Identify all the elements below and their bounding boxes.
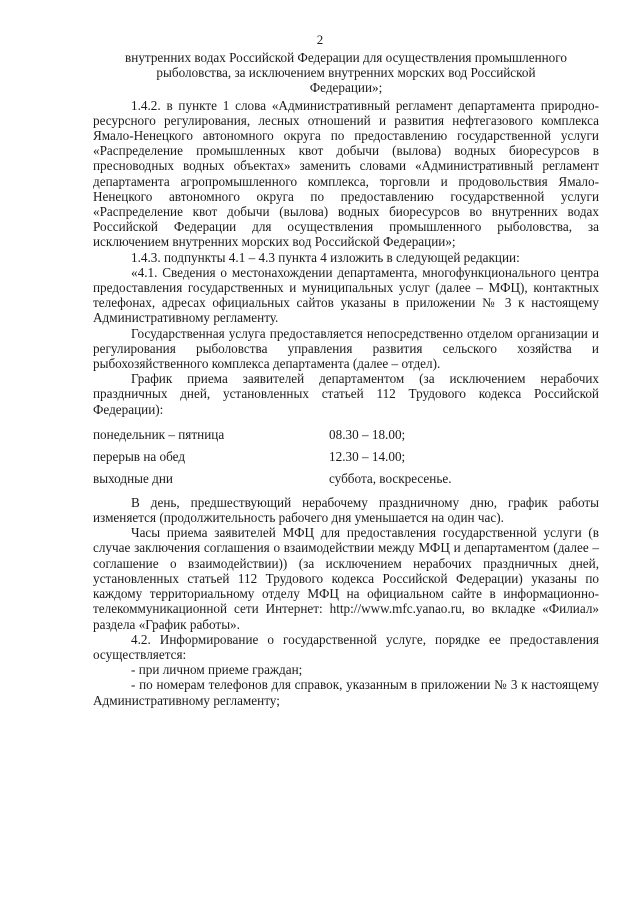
continuation-line-1: внутренних водах Российской Федерации для осуществления промышленного bbox=[125, 50, 567, 65]
list-item-phone: - по номерам телефонов для справок, указанным в приложении № 3 к настоящему Административному регламенту; bbox=[93, 677, 599, 708]
schedule-label: выходные дни bbox=[93, 470, 173, 486]
schedule-label: понедельник – пятница bbox=[93, 426, 225, 442]
paragraph-1-4-2: 1.4.2. в пункте 1 слова «Административный регламент департамента природно-ресурсного регулирования, лесных отношений и развития нефтегазового комплекса Ямало-Ненецкого автономного округа по предоставлению государственной услуги «Распределение промышленных квот добычи (вылова) водных биоресурсов в пресноводных водных объектах» заменить словами «Административный регламент департамента агропромышленного комплекса, торговли и продовольствия Ямало-Ненецкого автономного округа по предоставлению государственной услуги «Распределение квот добычи (вылова) водных биоресурсов во внутренних водах Российской Федерации для осуществления промышленного рыболовства, за исключением внутренних морских вод Российской Федерации»; bbox=[93, 97, 599, 250]
schedule-value: суббота, воскресенье. bbox=[329, 470, 452, 486]
paragraph-service-provider: Государственная услуга предоставляется непосредственно отделом организации и регулирования рыболовства управления развития сельского хозяйства и рыбохозяйственного комплекса департамента (далее – отдел). bbox=[93, 325, 599, 372]
list-item-personal: - при личном приеме граждан; bbox=[131, 662, 303, 678]
page-number: 2 bbox=[316, 32, 324, 47]
paragraph-mfc-hours: Часы приема заявителей МФЦ для предоставления государственной услуги (в случае заключения соглашения о взаимодействии между МФЦ и департаментом (далее – соглашение о взаимодействии)) (за исключением нерабочих праздничных дней, установленных статьей 112 Трудового кодекса Российской Федерации) указаны по каждому территориальному отделу МФЦ на официальном сайте в информационно-телекоммуникационной сети Интернет: http://www.mfc.yanao.ru, во вкладке «Филиал» раздела «График работы». bbox=[93, 525, 599, 632]
schedule-value: 08.30 – 18.00; bbox=[329, 426, 406, 442]
schedule-value: 12.30 – 14.00; bbox=[329, 448, 406, 464]
schedule-row bbox=[93, 445, 599, 467]
paragraph-schedule-intro: График приема заявителей департаментом (за исключением нерабочих праздничных дней, установленных статьей 112 Трудового кодекса Российской Федерации): bbox=[93, 371, 599, 417]
paragraph-1-4-3: 1.4.3. подпункты 4.1 – 4.3 пункта 4 изложить в следующей редакции: bbox=[131, 249, 520, 265]
schedule-label: перерыв на обед bbox=[93, 448, 186, 464]
schedule-table bbox=[93, 423, 599, 489]
continuation-line-3: Федерации»; bbox=[309, 80, 383, 96]
schedule-row bbox=[93, 423, 599, 445]
paragraph-4-1: «4.1. Сведения о местонахождении департамента, многофункционального центра предоставления государственных и муниципальных услуг (далее – МФЦ), контактных телефонах, адресах официальных сайтов указаны в приложении № 3 к настоящему Административному регламенту. bbox=[93, 264, 599, 326]
paragraph-preholiday: В день, предшествующий нерабочему праздничному дню, график работы изменяется (продолжительность рабочего дня уменьшается на один час). bbox=[93, 494, 599, 526]
schedule-row bbox=[93, 467, 599, 489]
paragraph-4-2: 4.2. Информирование о государственной услуге, порядке ее предоставления осуществляется: bbox=[93, 631, 599, 662]
document-body bbox=[93, 50, 599, 708]
continuation-line-2: рыболовства, за исключением внутренних морских вод Российской bbox=[156, 65, 536, 81]
